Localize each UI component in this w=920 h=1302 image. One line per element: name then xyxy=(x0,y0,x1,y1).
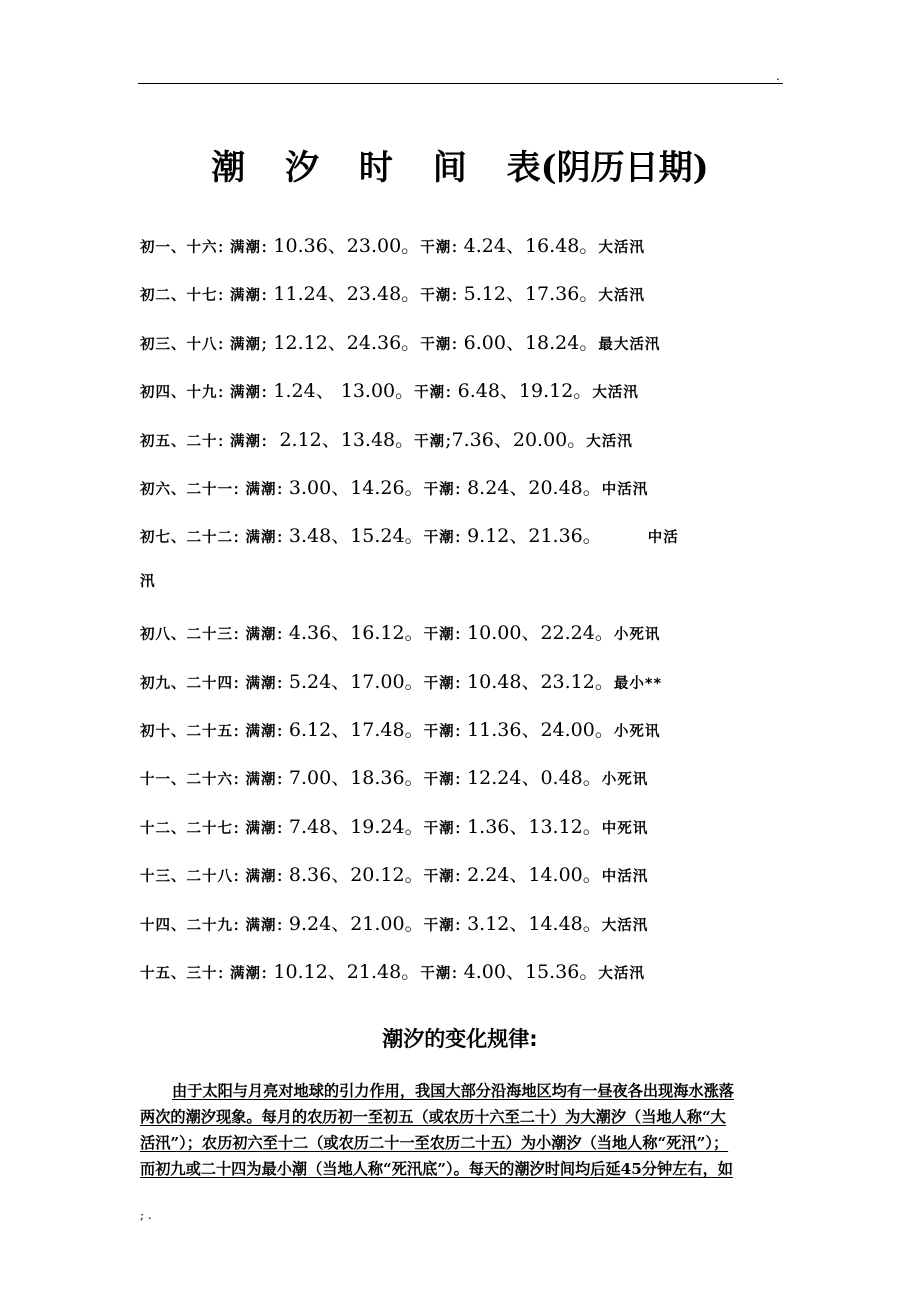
row-sep: : xyxy=(451,235,464,257)
row-days: 初五、二十 xyxy=(140,433,218,450)
header-rule xyxy=(138,83,783,84)
row-high-label: 满潮 xyxy=(245,530,277,547)
row-days: 初六、二十一 xyxy=(140,482,233,498)
row-sep: : xyxy=(451,961,464,983)
row-tide-type: 大活汛 xyxy=(601,917,649,934)
row-low-label: 干潮 xyxy=(414,385,446,402)
row-days: 十二、二十七 xyxy=(140,820,233,837)
row-sep: ; xyxy=(260,331,274,354)
row-high-label: 满潮 xyxy=(229,385,261,402)
row-high-label: 满潮 xyxy=(229,336,261,353)
row-sep: : xyxy=(276,719,289,741)
row-low-times: 9.12、21.36。 xyxy=(467,525,602,548)
row-sep: : xyxy=(217,380,230,403)
row-tide-type: 中活 xyxy=(647,530,679,547)
row-tide-type: 大活汛 xyxy=(598,240,645,256)
row-tide-type: 大活汛 xyxy=(598,288,645,305)
row-tide-type: 小死讯 xyxy=(613,724,661,740)
section-title: 潮汐的变化规律: xyxy=(382,1027,538,1051)
row-tide-type: 小死讯 xyxy=(601,772,649,789)
row-low-times: 6.48、19.12。 xyxy=(457,380,593,403)
row-sep: : xyxy=(276,815,289,838)
title-rest: 表(阴历日期) xyxy=(506,148,709,188)
header-mark: . xyxy=(776,69,780,83)
row-sep: : xyxy=(233,912,246,935)
row-sep: : xyxy=(454,477,468,499)
row-low-label: 干潮 xyxy=(420,336,452,353)
row-tide-type: 最小** xyxy=(613,675,663,692)
row-high-label: 满潮 xyxy=(245,869,277,886)
row-low-label: 干潮 xyxy=(423,772,455,789)
row-sep: : xyxy=(260,283,274,306)
row-high-times: 5.24、17.00。 xyxy=(288,670,424,693)
tide-row xyxy=(140,860,785,890)
row-sep: : xyxy=(260,235,274,257)
row-days: 初九、二十四 xyxy=(140,675,233,692)
tide-row xyxy=(140,231,785,261)
row-high-times: 1.24、 13.00。 xyxy=(273,380,415,403)
row-days: 初二、十七 xyxy=(140,288,218,305)
row-low-times: 12.24、0.48。 xyxy=(467,767,602,790)
tide-row xyxy=(140,667,785,697)
title-spaced: 潮 汐 时 间 xyxy=(211,148,507,188)
row-sep: : xyxy=(451,283,464,306)
row-days: 初一、十六 xyxy=(140,240,218,256)
row-low-times: 7.36、20.00。 xyxy=(451,428,587,451)
row-low-label: 干潮 xyxy=(423,627,455,644)
row-sep: : xyxy=(454,864,468,887)
row-sep: : xyxy=(451,331,464,354)
tide-row xyxy=(140,425,785,455)
row-days: 十三、二十八 xyxy=(140,869,233,886)
row-sep: : xyxy=(276,525,289,548)
row-sep: : xyxy=(217,331,230,354)
row-sep: : xyxy=(233,477,246,499)
row-sep: : xyxy=(217,283,230,306)
paragraph-line: 两次的潮汐现象。每月的农历初一至初五（或农历十六至二十）为大潮汐（当地人称“大 xyxy=(140,1108,726,1126)
row-high-label: 满潮 xyxy=(245,917,277,934)
row-low-label: 干潮 xyxy=(420,288,452,305)
paragraph-line: 活汛”）；农历初六至十二（或农历二十一至农历二十五）为小潮汐（当地人称“死汛”）； xyxy=(140,1134,729,1152)
row-tide-type: 大活汛 xyxy=(586,433,633,450)
row-low-times: 2.24、14.00。 xyxy=(467,864,602,887)
row-tide-type: 大活汛 xyxy=(592,385,639,402)
tide-row xyxy=(140,909,785,939)
row-high-times: 7.00、18.36。 xyxy=(288,767,424,790)
row-sep: : xyxy=(233,767,246,790)
row-sep: : xyxy=(454,525,468,548)
row-sep: : xyxy=(260,961,274,983)
row-high-label: 满潮 xyxy=(229,240,261,256)
row-high-label: 满潮 xyxy=(245,482,277,498)
row-tide-type: 中死讯 xyxy=(601,820,649,837)
row-sep: : xyxy=(217,428,230,451)
row-sep: ; xyxy=(445,428,452,451)
row-days: 初七、二十二 xyxy=(140,530,233,547)
row-high-label: 满潮 xyxy=(245,627,277,644)
row-low-label: 干潮 xyxy=(420,966,452,982)
row-sep: : xyxy=(217,235,230,257)
tide-row xyxy=(140,279,785,309)
row-sep: : xyxy=(260,380,274,403)
row-low-times: 4.24、16.48。 xyxy=(463,235,599,257)
page-title xyxy=(0,142,920,194)
row-sep: : xyxy=(276,767,289,790)
row-high-label: 满潮 xyxy=(245,772,277,789)
row-high-times: 6.12、17.48。 xyxy=(288,719,424,741)
row-high-times: 10.36、23.00。 xyxy=(273,235,421,257)
row-high-times: 3.48、15.24。 xyxy=(288,525,424,548)
row-low-times: 5.12、17.36。 xyxy=(463,283,599,306)
row-sep: : xyxy=(454,912,468,935)
tide-row xyxy=(140,521,785,551)
row-low-label: 干潮 xyxy=(423,724,455,740)
tide-row xyxy=(140,957,785,987)
row-sep: : xyxy=(445,380,458,403)
row-sep: : xyxy=(233,815,246,838)
row-sep: : xyxy=(233,525,246,548)
row-sep: : xyxy=(276,912,289,935)
row-high-times: 10.12、21.48。 xyxy=(273,961,421,983)
row-days: 十一、二十六 xyxy=(140,772,233,789)
row-low-times: 1.36、13.12。 xyxy=(467,815,602,838)
row-low-times: 11.36、24.00。 xyxy=(467,719,614,741)
row-days: 初八、二十三 xyxy=(140,627,233,644)
row-high-label: 满潮 xyxy=(229,288,261,305)
row-high-label: 满潮 xyxy=(229,433,261,450)
row-high-times: 11.24、23.48。 xyxy=(273,283,421,306)
row-low-times: 4.00、15.36。 xyxy=(463,961,599,983)
tide-row xyxy=(140,763,785,793)
row-days: 十五、三十 xyxy=(140,966,218,982)
row-high-times: 2.12、13.48。 xyxy=(279,428,415,451)
row-low-times: 8.24、20.48。 xyxy=(467,477,602,499)
row-sep: : xyxy=(233,719,246,741)
row-low-label: 干潮 xyxy=(423,530,455,547)
row-tide-type: 中活汛 xyxy=(601,869,649,886)
row-days: 初四、十九 xyxy=(140,385,218,402)
row-days: 十四、二十九 xyxy=(140,917,233,934)
row-high-times: 4.36、16.12。 xyxy=(288,622,424,645)
row-sep: : xyxy=(454,622,468,645)
row-low-label: 干潮 xyxy=(423,869,455,886)
row-high-times: 9.24、21.00。 xyxy=(288,912,424,935)
row-low-times: 10.00、22.24。 xyxy=(467,622,614,645)
row-low-times: 3.12、14.48。 xyxy=(467,912,602,935)
row-sep: : xyxy=(217,961,230,983)
row-sep: : xyxy=(276,622,289,645)
tide-row xyxy=(140,618,785,648)
paragraph-line: 而初九或二十四为最小潮（当地人称“死汛底”）。每天的潮汐时间均后延45分钟左右，如 xyxy=(140,1160,733,1178)
row-low-times: 6.00、18.24。 xyxy=(463,331,599,354)
row-high-label: 满潮 xyxy=(245,820,277,837)
row-sep: : xyxy=(454,815,468,838)
row-high-times: 7.48、19.24。 xyxy=(288,815,424,838)
row-days: 初十、二十五 xyxy=(140,724,233,740)
row-tide-type: 最大活汛 xyxy=(598,336,661,353)
paragraph-line: 由于太阳与月亮对地球的引力作用，我国大部分沿海地区均有一昼夜各出现海水涨落 xyxy=(172,1082,734,1100)
row-low-times: 10.48、23.12。 xyxy=(467,670,614,693)
row-low-label: 干潮 xyxy=(423,482,455,498)
row-sep: : xyxy=(260,428,280,451)
tide-row xyxy=(140,812,785,842)
row-high-times: 8.36、20.12。 xyxy=(288,864,424,887)
row-low-label: 干潮 xyxy=(423,675,455,692)
row-low-label: 干潮 xyxy=(423,917,455,934)
row-sep: : xyxy=(276,864,289,887)
row-low-label: 干潮 xyxy=(420,240,452,256)
row-high-label: 满潮 xyxy=(245,675,277,692)
row-sep: : xyxy=(454,670,468,693)
tide-row xyxy=(140,328,785,358)
row-sep: : xyxy=(276,670,289,693)
row-high-label: 满潮 xyxy=(245,724,277,740)
row-days: 初三、十八 xyxy=(140,336,218,353)
row-tide-type: 大活汛 xyxy=(598,966,645,982)
row-sep: : xyxy=(233,864,246,887)
row-high-label: 满潮 xyxy=(229,966,261,982)
row-sep: : xyxy=(233,622,246,645)
footer-mark: ; . xyxy=(140,1208,152,1222)
row-low-label: 干潮 xyxy=(414,433,446,450)
tide-row xyxy=(140,473,785,503)
row-high-times: 3.00、14.26。 xyxy=(288,477,424,499)
row-tide-type: 中活汛 xyxy=(601,482,649,498)
row-high-times: 12.12、24.36。 xyxy=(273,331,421,354)
row-sep: : xyxy=(454,767,468,790)
row-tide-type: 小死讯 xyxy=(613,627,661,644)
row-sep: : xyxy=(233,670,246,693)
section-paragraph xyxy=(140,1078,782,1182)
row7-wrap-tail: 汛 xyxy=(140,574,155,590)
row-low-label: 干潮 xyxy=(423,820,455,837)
tide-row xyxy=(140,715,785,745)
row-sep: : xyxy=(276,477,289,499)
tide-row xyxy=(140,376,785,406)
row-sep: : xyxy=(454,719,468,741)
